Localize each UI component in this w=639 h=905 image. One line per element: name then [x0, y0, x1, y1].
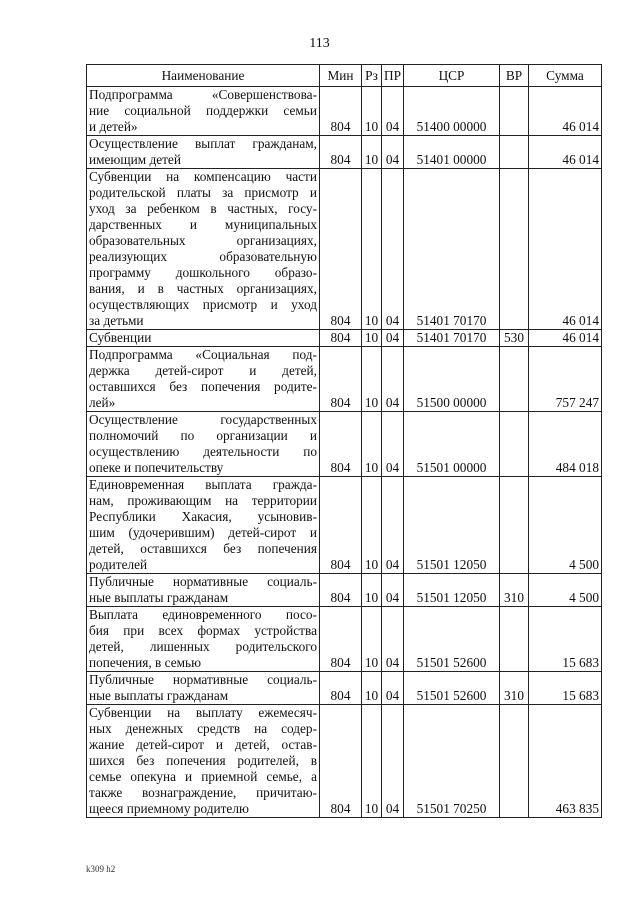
header-sum: Сумма [529, 65, 602, 87]
row-name-line: осуществлению деятельности по [89, 444, 317, 459]
header-pr: ПР [382, 65, 404, 87]
row-csr: 51500 00000 [404, 347, 500, 412]
row-vr: 310 [500, 574, 529, 607]
row-name-line: детей, лишенных родительского [89, 639, 317, 654]
row-vr [500, 412, 529, 477]
row-name-line: шихся без попечения родителей, в [89, 753, 317, 768]
row-name-line: Осуществление государственных [89, 412, 317, 427]
row-name-line: Осуществление выплат гражданам, [89, 136, 317, 151]
row-name-line: шим (удочерившим) детей-сирот и [89, 525, 317, 540]
header-csr: ЦСР [404, 65, 500, 87]
row-name-line: уход за ребенком в частных, госу- [89, 201, 317, 216]
row-csr: 51400 00000 [404, 87, 500, 136]
row-name-line: имеющим детей [89, 152, 181, 167]
row-pr: 04 [382, 169, 404, 330]
row-name-line: и детей» [89, 119, 138, 134]
row-min: 804 [320, 136, 362, 169]
row-name-line: Субвенции [89, 330, 152, 345]
row-csr: 51401 70170 [404, 169, 500, 330]
row-name-line: образовательных организациях, [89, 233, 317, 248]
row-csr: 51401 00000 [404, 136, 500, 169]
row-vr [500, 136, 529, 169]
table-row [87, 574, 602, 607]
row-name-line: вания, и в частных организациях, [89, 281, 317, 296]
row-csr: 51401 70170 [404, 330, 500, 347]
row-name-line: дарственных и муниципальных [89, 217, 317, 232]
row-csr: 51501 70250 [404, 705, 500, 818]
row-name [87, 87, 320, 136]
row-name [87, 412, 320, 477]
row-name [87, 477, 320, 574]
row-rz: 10 [362, 672, 382, 705]
row-csr: 51501 52600 [404, 607, 500, 672]
row-rz: 10 [362, 607, 382, 672]
row-name-line: Подпрограмма «Совершенствова- [89, 87, 317, 102]
row-name [87, 169, 320, 330]
row-name-line: жание детей-сирот и детей, остав- [89, 737, 317, 752]
row-min: 804 [320, 169, 362, 330]
table-body [87, 87, 602, 818]
row-name-line: ные выплаты гражданам [89, 688, 229, 703]
row-name [87, 607, 320, 672]
row-min: 804 [320, 607, 362, 672]
row-name-line: Публичные нормативные социаль- [89, 574, 317, 589]
header-name: Наименование [87, 65, 320, 87]
row-min: 804 [320, 672, 362, 705]
row-name-line: ние социальной поддержки семьи [89, 103, 317, 118]
row-pr: 04 [382, 412, 404, 477]
table-row [87, 705, 602, 818]
row-min: 804 [320, 574, 362, 607]
row-sum: 4 500 [529, 574, 602, 607]
table-row [87, 347, 602, 412]
row-sum: 757 247 [529, 347, 602, 412]
header-min: Мин [320, 65, 362, 87]
table-row [87, 477, 602, 574]
row-name-line: программу дошкольного образо- [89, 265, 317, 280]
row-name-line: полномочий по организации и [89, 428, 317, 443]
row-rz: 10 [362, 169, 382, 330]
row-name-line: щееся приемному родителю [89, 801, 249, 816]
row-name-line: родителей [89, 557, 148, 572]
row-name-line: Единовременная выплата гражда- [89, 477, 317, 492]
row-min: 804 [320, 705, 362, 818]
row-name-line: лей» [89, 395, 116, 410]
row-rz: 10 [362, 412, 382, 477]
row-name [87, 347, 320, 412]
row-pr: 04 [382, 672, 404, 705]
row-rz: 10 [362, 477, 382, 574]
row-csr: 51501 52600 [404, 672, 500, 705]
table-row [87, 87, 602, 136]
row-rz: 10 [362, 136, 382, 169]
row-rz: 10 [362, 705, 382, 818]
row-name-line: ных денежных средств на содер- [89, 721, 317, 736]
row-name-line: нам, проживающим на территории [89, 493, 317, 508]
row-name-line: семье опекуна и приемной семье, а [89, 769, 317, 784]
row-csr: 51501 12050 [404, 477, 500, 574]
row-vr [500, 607, 529, 672]
table-row [87, 672, 602, 705]
row-sum: 4 500 [529, 477, 602, 574]
row-sum: 46 014 [529, 87, 602, 136]
row-pr: 04 [382, 574, 404, 607]
row-sum: 46 014 [529, 169, 602, 330]
table-row [87, 412, 602, 477]
row-name-line: осуществляющих присмотр и уход [89, 297, 317, 312]
row-sum: 46 014 [529, 136, 602, 169]
row-name [87, 705, 320, 818]
row-pr: 04 [382, 330, 404, 347]
row-name [87, 330, 320, 347]
row-name-line: оставшихся без попечения родите- [89, 379, 317, 394]
row-pr: 04 [382, 477, 404, 574]
table-row [87, 136, 602, 169]
row-sum: 463 835 [529, 705, 602, 818]
row-rz: 10 [362, 347, 382, 412]
row-rz: 10 [362, 87, 382, 136]
row-csr: 51501 00000 [404, 412, 500, 477]
table-row [87, 169, 602, 330]
footer-code: k309 h2 [86, 864, 116, 874]
row-name [87, 574, 320, 607]
row-name-line: Субвенции на выплату ежемесяч- [89, 705, 317, 720]
row-vr: 310 [500, 672, 529, 705]
row-name [87, 672, 320, 705]
row-vr [500, 169, 529, 330]
row-vr [500, 705, 529, 818]
row-name-line: реализующих образовательную [89, 249, 317, 264]
table-row [87, 330, 602, 347]
header-vr: ВР [500, 65, 529, 87]
row-csr: 51501 12050 [404, 574, 500, 607]
table-header-row [87, 65, 602, 87]
row-vr: 530 [500, 330, 529, 347]
row-pr: 04 [382, 87, 404, 136]
row-name-line: Субвенции на компенсацию части [89, 169, 317, 184]
row-min: 804 [320, 477, 362, 574]
row-vr [500, 347, 529, 412]
row-min: 804 [320, 330, 362, 347]
header-rz: Рз [362, 65, 382, 87]
row-name [87, 136, 320, 169]
row-min: 804 [320, 347, 362, 412]
row-name-line: попечения, в семью [89, 655, 202, 670]
table-row [87, 607, 602, 672]
row-sum: 46 014 [529, 330, 602, 347]
row-sum: 484 018 [529, 412, 602, 477]
page-number: 113 [309, 36, 330, 51]
row-vr [500, 477, 529, 574]
row-rz: 10 [362, 330, 382, 347]
row-name-line: за детьми [89, 313, 144, 328]
row-name-line: детей, оставшихся без попечения [89, 541, 317, 556]
row-min: 804 [320, 412, 362, 477]
row-name-line: Публичные нормативные социаль- [89, 672, 317, 687]
row-pr: 04 [382, 607, 404, 672]
row-name-line: родительской платы за присмотр и [89, 185, 317, 200]
row-pr: 04 [382, 705, 404, 818]
row-name-line: опеке и попечительству [89, 460, 224, 475]
row-name-line: также вознаграждение, причитаю- [89, 785, 317, 800]
budget-table [86, 64, 602, 818]
row-rz: 10 [362, 574, 382, 607]
row-sum: 15 683 [529, 607, 602, 672]
row-name-line: бия при всех формах устройства [89, 623, 317, 638]
row-pr: 04 [382, 136, 404, 169]
row-min: 804 [320, 87, 362, 136]
row-name-line: Подпрограмма «Социальная под- [89, 347, 317, 362]
row-pr: 04 [382, 347, 404, 412]
row-sum: 15 683 [529, 672, 602, 705]
row-vr [500, 87, 529, 136]
row-name-line: Выплата единовременного посо- [89, 607, 317, 622]
row-name-line: ные выплаты гражданам [89, 590, 229, 605]
row-name-line: Республики Хакасия, усыновив- [89, 509, 317, 524]
row-name-line: держка детей-сирот и детей, [89, 363, 317, 378]
